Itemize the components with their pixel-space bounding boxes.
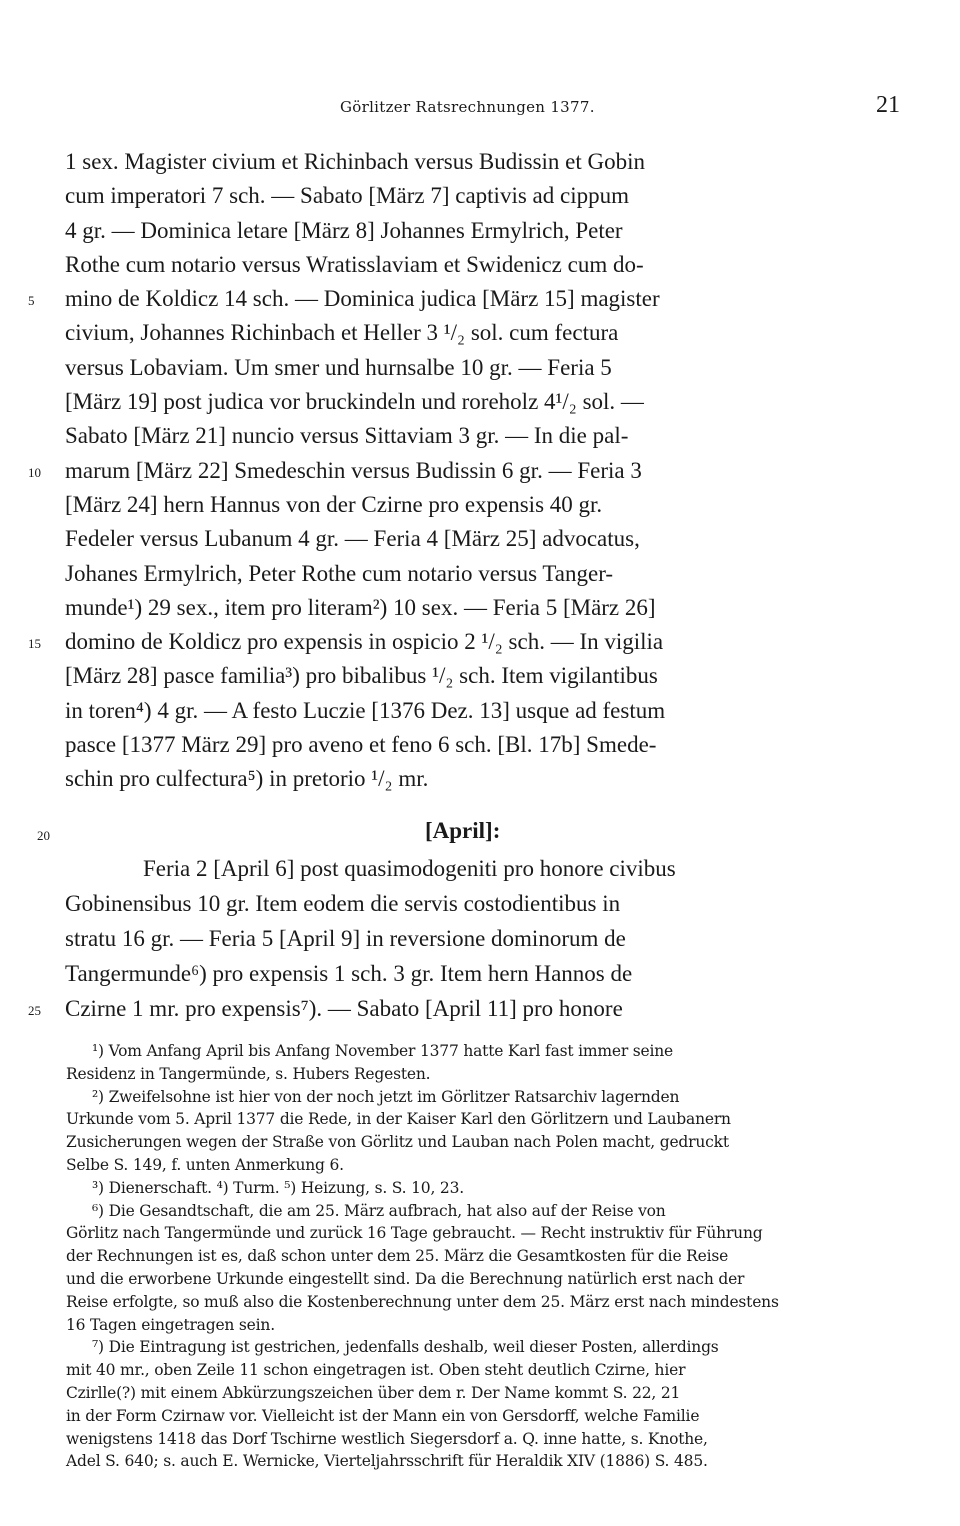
footnote-line: ¹) Vom Anfang April bis Anfang November 1377 hatte Karl fast immer seine: [92, 1042, 674, 1060]
footnote-line: ⁶) Die Gesandtschaft, die am 25. März aufbrach, hat also auf der Reise von: [92, 1201, 666, 1220]
line-number: 25: [28, 1003, 41, 1018]
line-text: Gobinensibus 10 gr. Item eodem die servis costodientibus in: [65, 891, 621, 916]
line-number: 15: [28, 636, 41, 652]
line-number: 10: [28, 464, 41, 480]
line-text: domino de Koldicz pro expensis in ospicio 2 ¹/₂ sch. — In vigilia: [65, 629, 664, 655]
text-line: [28, 454, 885, 488]
line-text: Feria 2 [April 6] post quasimodogeniti pro honore civibus: [143, 856, 676, 881]
line-text: Sabato [März 21] nuncio versus Sittaviam 3 gr. — In die pal-: [65, 423, 629, 449]
line-text: pasce [1377 März 29] pro aveno et feno 6 sch. [Bl. 17b] Smede-: [65, 732, 657, 758]
text-line: [65, 316, 885, 350]
text-line: [28, 992, 885, 1027]
footnote-line: Urkunde vom 5. April 1377 die Rede, in der Kaiser Karl den Görlitzern und Laubanern: [66, 1110, 731, 1129]
line-text: [März 19] post judica vor bruckindeln und roreholz 4¹/₂ sol. —: [65, 389, 644, 415]
text-line: [65, 419, 885, 453]
section-heading: [0, 818, 960, 852]
page-header: [0, 92, 960, 128]
line-text: Czirne 1 mr. pro expensis⁷). — Sabato [April 11] pro honore: [65, 996, 623, 1021]
text-line: [65, 214, 885, 248]
line-text: Tangermunde⁶) pro expensis 1 sch. 3 gr. Item hern Hannos de: [65, 961, 633, 986]
line-number: 5: [28, 293, 35, 309]
footnote-line: Görlitz nach Tangermünde und zurück 16 Tage gebraucht. — Recht instruktiv für Führung: [66, 1224, 763, 1243]
text-line: [65, 852, 885, 887]
footnote-line: Adel S. 640; s. auch E. Wernicke, Vierteljahrsschrift für Heraldik XIV (1886) S. 485.: [66, 1452, 708, 1471]
footnote-line: ²) Zweifelsohne ist hier von der noch jetzt im Görlitzer Ratsarchiv lagernden: [92, 1087, 680, 1106]
line-text: 1 sex. Magister civium et Richinbach versus Budissin et Gobin: [65, 149, 646, 174]
text-line: [65, 591, 885, 625]
line-text: civium, Johannes Richinbach et Heller 3 ¹/₂ sol. cum fectura: [65, 320, 619, 346]
line-text: Rothe cum notario versus Wratisslaviam et Swidenicz cum do-: [65, 251, 644, 277]
text-line: [65, 887, 885, 922]
line-text: 4 gr. — Dominica letare [März 8] Johannes Ermylrich, Peter: [65, 217, 623, 243]
line-text: mino de Koldicz 14 sch. — Dominica judica [März 15] magister: [65, 286, 660, 312]
line-text: in toren⁴) 4 gr. — A festo Luczie [1376 Dez. 13] usque ad festum: [65, 697, 666, 723]
footnote-line: ³) Dienerschaft. ⁴) Turm. ⁵) Heizung, s. S. 10, 23.: [92, 1178, 464, 1197]
footnote-line: Selbe S. 149, f. unten Anmerkung 6.: [66, 1155, 344, 1174]
text-line: [65, 922, 885, 957]
line-text: [März 24] hern Hannus von der Czirne pro expensis 40 gr.: [65, 491, 603, 517]
footnotes-block: [66, 1040, 884, 1473]
footnote-line: mit 40 mr., oben Zeile 11 schon eingetragen ist. Oben steht deutlich Czirne, hier: [66, 1361, 686, 1380]
text-line: [65, 694, 885, 728]
heading-april: [April]:: [425, 818, 501, 843]
text-line: [65, 957, 885, 992]
line-number: 20: [37, 828, 50, 843]
text-line: [65, 179, 885, 213]
text-line: [65, 488, 885, 522]
text-line: [65, 557, 885, 591]
page-number: 21: [876, 92, 900, 118]
text-line: [65, 248, 885, 282]
text-line: [65, 728, 885, 762]
line-text: stratu 16 gr. — Feria 5 [April 9] in reversione dominorum de: [65, 926, 626, 951]
line-text: cum imperatori 7 sch. — Sabato [März 7] captivis ad cippum: [65, 183, 629, 209]
line-text: schin pro culfectura⁵) in pretorio ¹/₂ mr.: [65, 766, 429, 792]
line-text: marum [März 22] Smedeschin versus Budissin 6 gr. — Feria 3: [65, 457, 642, 483]
text-line: [65, 385, 885, 419]
footnote-line: und die erworbene Urkunde eingestellt sind. Da die Berechnung natürlich erst nach der: [66, 1269, 745, 1288]
running-title: Görlitzer Ratsrechnungen 1377.: [340, 98, 595, 116]
line-text: munde¹) 29 sex., item pro literam²) 10 sex. — Feria 5 [März 26]: [65, 594, 656, 620]
text-line: [28, 282, 885, 316]
footnote-line: wenigstens 1418 das Dorf Tschirne westlich Siegersdorf a. Q. inne hatte, s. Knothe,: [66, 1429, 708, 1448]
line-text: Johanes Ermylrich, Peter Rothe cum notario versus Tanger-: [65, 560, 614, 586]
footnote-line: 16 Tagen eingetragen sein.: [66, 1315, 275, 1334]
text-line: [65, 762, 885, 796]
line-text: Fedeler versus Lubanum 4 gr. — Feria 4 [März 25] advocatus,: [65, 526, 640, 552]
footnote-line: ⁷) Die Eintragung ist gestrichen, jedenfalls deshalb, weil dieser Posten, allerdings: [92, 1338, 719, 1357]
main-text-block: [28, 145, 885, 797]
footnote-line: Zusicherungen wegen der Straße von Görlitz und Lauban nach Polen macht, gedruckt: [66, 1133, 729, 1152]
footnote-line: Residenz in Tangermünde, s. Hubers Regesten.: [66, 1064, 431, 1083]
footnote-line: in der Form Czirnaw vor. Vielleicht ist der Mann ein von Gersdorff, welche Familie: [66, 1406, 700, 1425]
text-line: [65, 351, 885, 385]
line-text: [März 28] pasce familia³) pro bibalibus ¹/₂ sch. Item vigilantibus: [65, 663, 658, 689]
text-line: [65, 522, 885, 556]
footnote-line: Reise erfolgte, so muß also die Kostenberechnung unter dem 25. März erst nach mindestens: [66, 1292, 779, 1311]
april-text-block: [28, 852, 885, 1027]
footnote-line: der Rechnungen ist es, daß schon unter dem 25. März die Gesamtkosten für die Reise: [66, 1247, 729, 1266]
footnote-line: Czirlle(?) mit einem Abkürzungszeichen über dem r. Der Name kommt S. 22, 21: [66, 1383, 681, 1402]
text-line: [28, 625, 885, 659]
text-line: [65, 659, 885, 693]
line-text: versus Lobaviam. Um smer und hurnsalbe 10 gr. — Feria 5: [65, 354, 612, 380]
text-line: [65, 145, 885, 179]
